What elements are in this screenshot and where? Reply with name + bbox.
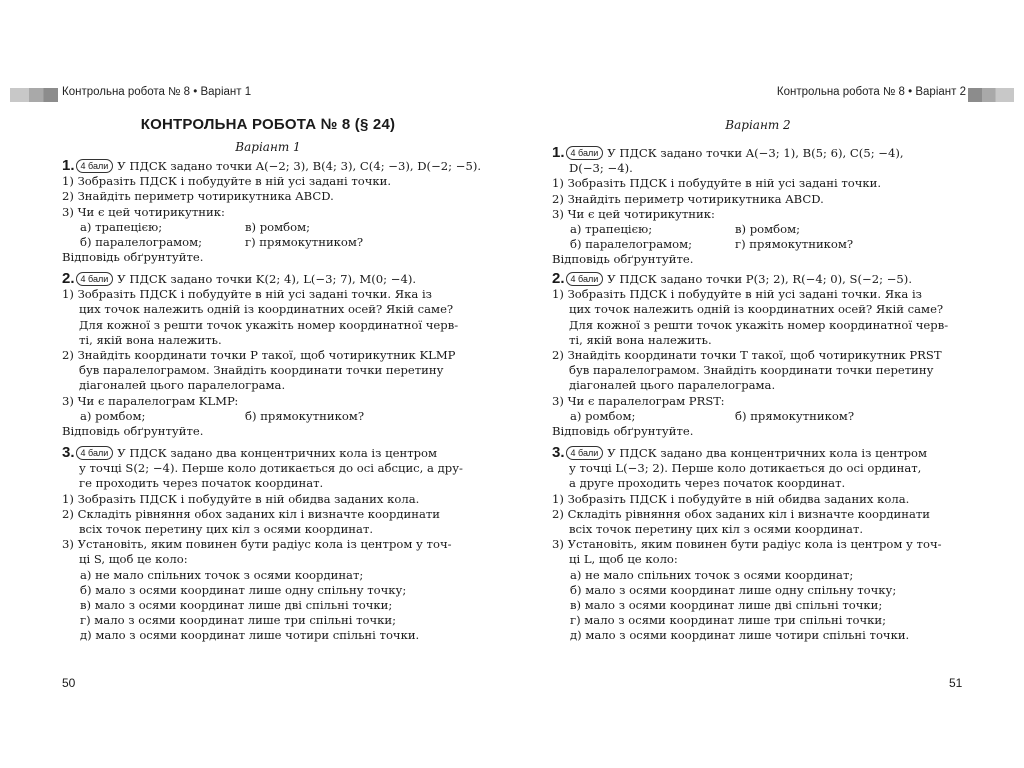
points-badge: 4 бали bbox=[566, 446, 604, 460]
task-line: всіх точок перетину цих кіл з осями координат. bbox=[79, 522, 374, 537]
option: г) прямокутником? bbox=[245, 235, 364, 250]
task-number: 1. bbox=[552, 144, 565, 161]
task-line: був паралелограмом. Знайдіть координати точки перетину bbox=[569, 363, 934, 378]
task-line: 1) Зобразіть ПДСК і побудуйте в ній усі задані точки. bbox=[552, 176, 882, 191]
option: г) мало з осями координат лише три спільні точки; bbox=[570, 613, 887, 628]
task-line: цих точок належить одній із координатних осей? Якій саме? bbox=[79, 302, 454, 317]
v2-task-3 bbox=[552, 445, 964, 644]
option: в) мало з осями координат лише дві спільні точки; bbox=[80, 598, 393, 613]
task-line: діагоналей цього паралелограма. bbox=[79, 378, 286, 393]
task-number: 3. bbox=[552, 444, 565, 461]
task-line: 3) Чи є цей чотирикутник: bbox=[552, 206, 715, 221]
option: д) мало з осями координат лише чотири спільні точки. bbox=[80, 628, 420, 643]
option: в) ромбом; bbox=[245, 219, 311, 234]
task-line: Відповідь обґрунтуйте. bbox=[552, 252, 694, 267]
task-line: Для кожної з решти точок укажіть номер координатної черв- bbox=[569, 317, 949, 332]
v2-task-1 bbox=[552, 145, 964, 268]
task-line: Відповідь обґрунтуйте. bbox=[552, 424, 694, 439]
task-line: Для кожної з решти точок укажіть номер координатної черв- bbox=[79, 317, 459, 332]
header-band-left bbox=[10, 88, 58, 102]
points-badge: 4 бали bbox=[566, 272, 604, 286]
task-line: У ПДСК задано два концентричних кола із центром bbox=[607, 446, 928, 460]
task-line: у точці L(−3; 2). Перше коло дотикається до осі ординат, bbox=[569, 461, 922, 476]
variant-1-label: Варіант 1 bbox=[235, 140, 301, 154]
task-line: ге проходить через початок координат. bbox=[79, 476, 324, 491]
v2-task-2 bbox=[552, 271, 964, 439]
task-line: 1) Зобразіть ПДСК і побудуйте в ній обидва заданих кола. bbox=[552, 491, 910, 506]
task-number: 2. bbox=[62, 270, 75, 287]
task-line: у точці S(2; −4). Перше коло дотикається до осі абсцис, а дру- bbox=[79, 461, 463, 476]
option: б) мало з осями координат лише одну спільну точку; bbox=[570, 582, 897, 597]
task-line: 1) Зобразіть ПДСК і побудуйте в ній усі задані точки. bbox=[62, 174, 392, 189]
task-line: У ПДСК задано точки A(−2; 3), B(4; 3), C(4; −3), D(−2; −5). bbox=[117, 159, 482, 173]
variant-2-label: Варіант 2 bbox=[725, 118, 791, 132]
task-line: а друге проходить через початок координат. bbox=[569, 476, 846, 491]
task-line: 2) Знайдіть координати точки T такої, щоб чотирикутник PRST bbox=[552, 348, 942, 363]
page-number-right: 51 bbox=[949, 676, 963, 690]
points-badge: 4 бали bbox=[76, 446, 114, 460]
v1-task-3 bbox=[62, 445, 474, 644]
task-line: D(−3; −4). bbox=[569, 161, 633, 176]
option: г) мало з осями координат лише три спільні точки; bbox=[80, 613, 397, 628]
option: а) трапецією; bbox=[570, 222, 653, 237]
points-badge: 4 бали bbox=[76, 272, 114, 286]
task-number: 2. bbox=[552, 270, 565, 287]
task-line: 3) Чи є цей чотирикутник: bbox=[62, 204, 225, 219]
v1-task-1 bbox=[62, 157, 482, 265]
task-line: всіх точок перетину цих кіл з осями координат. bbox=[569, 522, 864, 537]
task-number: 1. bbox=[62, 157, 75, 174]
option: б) мало з осями координат лише одну спільну точку; bbox=[80, 582, 407, 597]
option: б) прямокутником? bbox=[735, 408, 855, 423]
page-number-left: 50 bbox=[62, 676, 76, 690]
task-line: У ПДСК задано два концентричних кола із центром bbox=[117, 446, 438, 460]
points-badge: 4 бали bbox=[566, 146, 604, 160]
header-band-right bbox=[968, 88, 1014, 102]
option: а) не мало спільних точок з осями координат; bbox=[80, 567, 364, 582]
option: д) мало з осями координат лише чотири спільні точки. bbox=[570, 628, 910, 643]
task-line: ці L, щоб це коло: bbox=[569, 552, 678, 567]
option: а) не мало спільних точок з осями координат; bbox=[570, 567, 854, 582]
task-line: 3) Чи є паралелограм PRST: bbox=[552, 393, 725, 408]
task-line: 2) Складіть рівняння обох заданих кіл і визначте координати bbox=[62, 506, 441, 521]
task-line: 1) Зобразіть ПДСК і побудуйте в ній усі задані точки. Яка із bbox=[552, 287, 922, 302]
running-header-left: Контрольна робота № 8 • Варіант 1 bbox=[62, 86, 252, 98]
task-line: Відповідь обґрунтуйте. bbox=[62, 424, 204, 439]
option: в) ромбом; bbox=[735, 222, 801, 237]
option: а) ромбом; bbox=[570, 408, 636, 423]
option: б) прямокутником? bbox=[245, 408, 365, 423]
task-line: У ПДСК задано точки P(3; 2), R(−4; 0), S(−2; −5). bbox=[607, 272, 913, 286]
task-line: ці S, щоб це коло: bbox=[79, 552, 188, 567]
task-number: 3. bbox=[62, 444, 75, 461]
option: а) трапецією; bbox=[80, 219, 163, 234]
task-line: цих точок належить одній із координатних осей? Якій саме? bbox=[569, 302, 944, 317]
task-line: 2) Знайдіть периметр чотирикутника ABCD. bbox=[62, 189, 334, 204]
running-header-right: Контрольна робота № 8 • Варіант 2 bbox=[776, 86, 966, 98]
option: а) ромбом; bbox=[80, 408, 146, 423]
task-line: У ПДСК задано точки K(2; 4), L(−3; 7), M(0; −4). bbox=[117, 272, 417, 286]
option: б) паралелограмом; bbox=[80, 235, 203, 250]
task-line: У ПДСК задано точки A(−3; 1), B(5; 6), C(5; −4), bbox=[607, 146, 904, 160]
task-line: 3) Установіть, яким повинен бути радіус кола із центром у точ- bbox=[552, 537, 942, 552]
option: в) мало з осями координат лише дві спільні точки; bbox=[570, 598, 883, 613]
page-title: КОНТРОЛЬНА РОБОТА № 8 (§ 24) bbox=[140, 116, 396, 133]
option: г) прямокутником? bbox=[735, 237, 854, 252]
task-line: 2) Знайдіть периметр чотирикутника ABCD. bbox=[552, 191, 824, 206]
task-line: 2) Складіть рівняння обох заданих кіл і визначте координати bbox=[552, 506, 931, 521]
task-line: був паралелограмом. Знайдіть координати точки перетину bbox=[79, 363, 444, 378]
task-line: 1) Зобразіть ПДСК і побудуйте в ній усі задані точки. Яка із bbox=[62, 287, 432, 302]
option: б) паралелограмом; bbox=[570, 237, 693, 252]
task-line: ті, якій вона належить. bbox=[79, 332, 222, 347]
task-line: 2) Знайдіть координати точки P такої, щоб чотирикутник KLMP bbox=[62, 348, 456, 363]
task-line: діагоналей цього паралелограма. bbox=[569, 378, 776, 393]
task-line: Відповідь обґрунтуйте. bbox=[62, 250, 204, 265]
task-line: 1) Зобразіть ПДСК і побудуйте в ній обидва заданих кола. bbox=[62, 491, 420, 506]
task-line: 3) Установіть, яким повинен бути радіус кола із центром у точ- bbox=[62, 537, 452, 552]
task-line: 3) Чи є паралелограм KLMP: bbox=[62, 393, 239, 408]
points-badge: 4 бали bbox=[76, 159, 114, 173]
task-line: ті, якій вона належить. bbox=[569, 332, 712, 347]
v1-task-2 bbox=[62, 271, 474, 439]
